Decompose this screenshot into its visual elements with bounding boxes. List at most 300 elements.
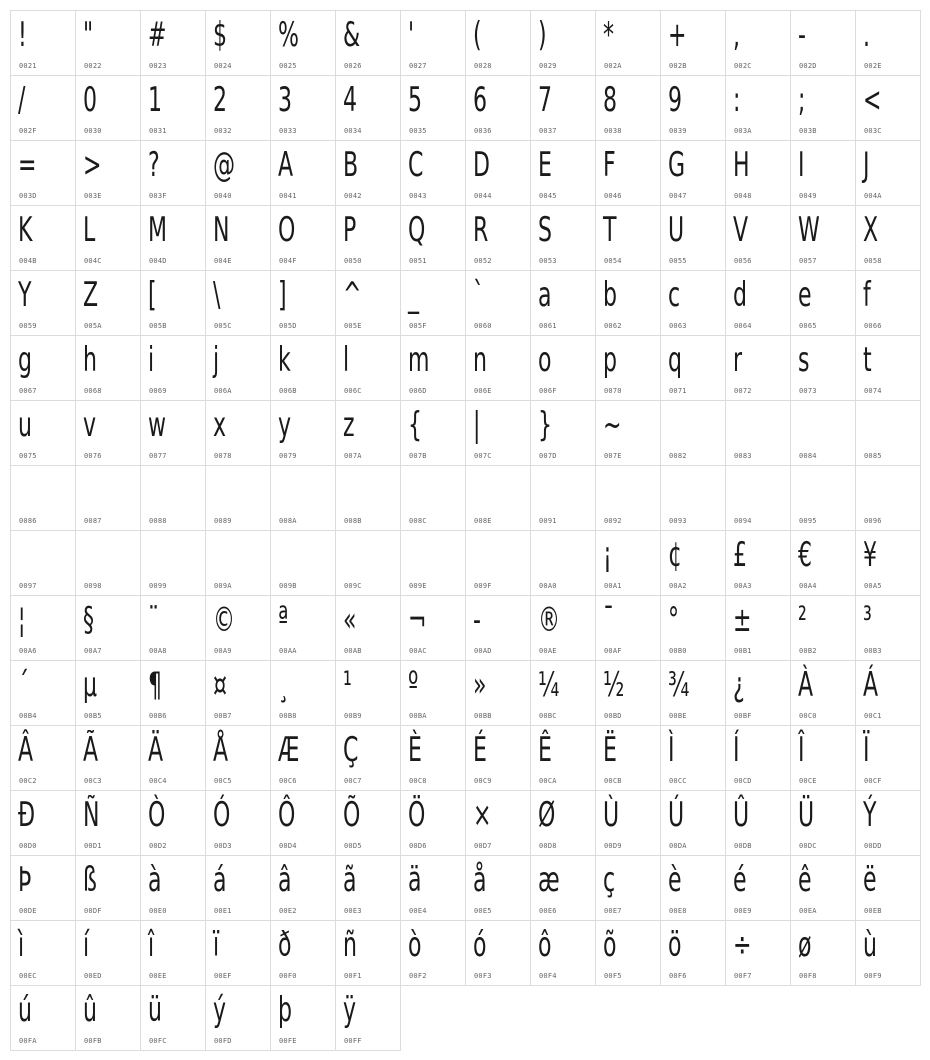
glyph-codepoint: 00C4 [149,777,167,785]
glyph-cell[interactable] [530,465,596,531]
glyph-codepoint: 0086 [19,517,37,525]
glyph-codepoint: 006D [409,387,427,395]
glyph-cell[interactable] [595,595,661,661]
glyph-sample: U [668,210,685,250]
glyph-cell[interactable] [465,335,531,401]
glyph-codepoint: 0045 [539,192,557,200]
glyph-cell[interactable] [10,855,76,921]
glyph-cell[interactable] [465,855,531,921]
glyph-cell[interactable] [10,270,76,336]
glyph-cell[interactable] [205,660,271,726]
glyph-cell[interactable] [270,920,336,986]
glyph-cell[interactable] [465,205,531,271]
glyph-cell[interactable] [790,75,856,141]
glyph-sample: . [863,15,870,55]
glyph-cell[interactable] [855,595,921,661]
glyph-cell[interactable] [790,335,856,401]
glyph-codepoint: 0055 [669,257,687,265]
glyph-cell[interactable] [855,920,921,986]
glyph-cell[interactable] [335,75,401,141]
glyph-cell[interactable] [140,75,206,141]
glyph-cell[interactable] [10,920,76,986]
glyph-cell[interactable] [595,920,661,986]
glyph-cell[interactable] [335,725,401,791]
glyph-cell[interactable] [335,660,401,726]
glyph-sample: ¯ [603,600,615,640]
glyph-cell[interactable] [855,855,921,921]
glyph-cell[interactable] [205,725,271,791]
glyph-sample: × [473,795,492,835]
glyph-cell[interactable] [595,270,661,336]
glyph-cell[interactable] [530,725,596,791]
glyph-cell[interactable] [270,595,336,661]
glyph-cell[interactable] [465,725,531,791]
glyph-codepoint: 00BF [734,712,752,720]
glyph-cell[interactable] [140,530,206,596]
glyph-cell[interactable] [140,595,206,661]
glyph-cell[interactable] [790,10,856,76]
glyph-cell[interactable] [270,140,336,206]
glyph-cell[interactable] [790,660,856,726]
glyph-cell[interactable] [335,400,401,466]
glyph-codepoint: 0059 [19,322,37,330]
glyph-cell[interactable] [205,75,271,141]
glyph-cell[interactable] [335,790,401,856]
glyph-cell[interactable] [400,75,466,141]
glyph-cell[interactable] [595,140,661,206]
glyph-cell[interactable] [725,10,791,76]
glyph-codepoint: 00E9 [734,907,752,915]
glyph-codepoint: 00D8 [539,842,557,850]
glyph-cell[interactable] [140,920,206,986]
glyph-cell[interactable] [140,270,206,336]
glyph-cell[interactable] [660,335,726,401]
glyph-cell[interactable] [205,10,271,76]
glyph-cell[interactable] [75,140,141,206]
glyph-cell[interactable] [595,790,661,856]
glyph-cell[interactable] [465,660,531,726]
glyph-sample: ? [148,145,160,185]
glyph-codepoint: 00E0 [149,907,167,915]
glyph-cell[interactable] [75,725,141,791]
glyph-cell[interactable] [270,400,336,466]
glyph-cell[interactable] [465,465,531,531]
glyph-cell[interactable] [725,465,791,531]
glyph-sample: ± [733,600,752,640]
glyph-cell[interactable] [660,530,726,596]
glyph-sample: & [343,15,361,55]
glyph-codepoint: 0062 [604,322,622,330]
glyph-codepoint: 00D6 [409,842,427,850]
glyph-cell[interactable] [725,595,791,661]
glyph-cell[interactable] [530,270,596,336]
glyph-sample: c [668,275,681,315]
glyph-cell[interactable] [855,400,921,466]
glyph-cell[interactable] [855,465,921,531]
glyph-cell[interactable] [400,790,466,856]
glyph-sample: Ò [148,795,166,835]
glyph-sample: î [148,925,155,965]
glyph-cell[interactable] [205,140,271,206]
glyph-cell[interactable] [335,205,401,271]
glyph-codepoint: 003C [864,127,882,135]
glyph-codepoint: 00DC [799,842,817,850]
glyph-cell[interactable] [855,660,921,726]
glyph-cell[interactable] [335,530,401,596]
glyph-cell[interactable] [530,855,596,921]
glyph-cell[interactable] [465,10,531,76]
glyph-cell[interactable] [270,660,336,726]
glyph-cell[interactable] [725,790,791,856]
glyph-codepoint: 00CD [734,777,752,785]
glyph-codepoint: 00C5 [214,777,232,785]
glyph-cell[interactable] [400,725,466,791]
glyph-sample: e [798,275,812,315]
glyph-cell[interactable] [855,530,921,596]
glyph-cell[interactable] [270,205,336,271]
glyph-codepoint: 0096 [864,517,882,525]
glyph-cell[interactable] [270,465,336,531]
glyph-codepoint: 002E [864,62,882,70]
glyph-codepoint: 0099 [149,582,167,590]
glyph-cell[interactable] [10,530,76,596]
glyph-sample: E [538,145,552,185]
glyph-codepoint: 00F0 [279,972,297,980]
glyph-cell[interactable] [595,400,661,466]
glyph-cell[interactable] [75,10,141,76]
glyph-cell[interactable] [205,400,271,466]
glyph-cell[interactable] [400,140,466,206]
glyph-cell[interactable] [660,75,726,141]
glyph-cell[interactable] [660,790,726,856]
glyph-cell[interactable] [725,530,791,596]
glyph-cell[interactable] [660,205,726,271]
glyph-cell[interactable] [400,205,466,271]
glyph-cell[interactable] [530,205,596,271]
glyph-cell[interactable] [75,790,141,856]
glyph-sample: k [278,340,291,380]
glyph-cell[interactable] [400,660,466,726]
glyph-cell[interactable] [790,725,856,791]
glyph-sample: ¼ [538,665,560,705]
glyph-codepoint: 0085 [864,452,882,460]
glyph-cell[interactable] [140,985,206,1051]
glyph-cell[interactable] [140,725,206,791]
glyph-cell[interactable] [530,920,596,986]
glyph-cell[interactable] [660,725,726,791]
glyph-cell[interactable] [400,335,466,401]
glyph-cell[interactable] [140,140,206,206]
glyph-cell[interactable] [400,920,466,986]
glyph-codepoint: 00C7 [344,777,362,785]
glyph-cell[interactable] [75,855,141,921]
glyph-cell[interactable] [530,790,596,856]
glyph-cell[interactable] [725,855,791,921]
glyph-cell[interactable] [660,595,726,661]
glyph-cell[interactable] [790,140,856,206]
glyph-cell[interactable] [205,985,271,1051]
glyph-cell[interactable] [10,790,76,856]
glyph-sample: £ [733,535,748,575]
glyph-cell[interactable] [465,790,531,856]
glyph-codepoint: 00CF [864,777,882,785]
glyph-sample: § [83,600,95,640]
glyph-cell[interactable] [595,10,661,76]
glyph-cell[interactable] [790,270,856,336]
glyph-cell[interactable] [725,270,791,336]
glyph-cell[interactable] [465,530,531,596]
glyph-cell[interactable] [790,595,856,661]
glyph-cell[interactable] [335,920,401,986]
glyph-cell[interactable] [660,660,726,726]
glyph-cell[interactable] [660,270,726,336]
glyph-cell[interactable] [725,660,791,726]
glyph-cell[interactable] [660,140,726,206]
glyph-cell[interactable] [205,205,271,271]
glyph-cell[interactable] [855,725,921,791]
glyph-cell[interactable] [10,205,76,271]
glyph-codepoint: 0027 [409,62,427,70]
glyph-cell[interactable] [75,270,141,336]
glyph-cell[interactable] [595,725,661,791]
glyph-cell[interactable] [140,10,206,76]
glyph-codepoint: 00C2 [19,777,37,785]
glyph-cell[interactable] [10,400,76,466]
glyph-sample: t [863,340,872,380]
glyph-sample: Ã [83,730,99,770]
glyph-sample: s [798,340,810,380]
glyph-cell[interactable] [140,205,206,271]
glyph-cell[interactable] [205,270,271,336]
glyph-cell[interactable] [140,335,206,401]
glyph-cell[interactable] [75,985,141,1051]
glyph-codepoint: 00B7 [214,712,232,720]
glyph-cell[interactable] [725,400,791,466]
glyph-cell[interactable] [725,335,791,401]
glyph-cell[interactable] [855,205,921,271]
glyph-cell[interactable] [465,400,531,466]
glyph-codepoint: 0054 [604,257,622,265]
glyph-codepoint: 00A8 [149,647,167,655]
glyph-cell[interactable] [270,530,336,596]
glyph-cell[interactable] [140,790,206,856]
glyph-cell[interactable] [205,595,271,661]
glyph-sample: « [343,600,357,640]
glyph-cell[interactable] [725,920,791,986]
glyph-cell[interactable] [790,205,856,271]
glyph-cell[interactable] [400,465,466,531]
glyph-cell[interactable] [855,75,921,141]
glyph-cell[interactable] [400,400,466,466]
glyph-cell[interactable] [270,985,336,1051]
glyph-codepoint: 0028 [474,62,492,70]
glyph-cell[interactable] [140,660,206,726]
glyph-sample: @ [213,145,236,185]
glyph-cell[interactable] [335,595,401,661]
glyph-cell[interactable] [75,400,141,466]
glyph-cell[interactable] [400,595,466,661]
glyph-codepoint: 00A6 [19,647,37,655]
glyph-cell[interactable] [10,75,76,141]
glyph-cell[interactable] [335,465,401,531]
glyph-cell[interactable] [75,595,141,661]
glyph-cell[interactable] [140,400,206,466]
glyph-codepoint: 009F [474,582,492,590]
glyph-cell[interactable] [205,920,271,986]
glyph-cell[interactable] [10,335,76,401]
glyph-cell[interactable] [270,335,336,401]
glyph-sample: A [278,145,294,185]
glyph-cell[interactable] [270,855,336,921]
glyph-cell[interactable] [530,660,596,726]
glyph-cell[interactable] [270,10,336,76]
glyph-sample: j [213,340,220,380]
glyph-cell[interactable] [595,660,661,726]
glyph-sample: ç [603,860,616,900]
glyph-cell[interactable] [205,790,271,856]
glyph-cell[interactable] [335,140,401,206]
glyph-cell[interactable] [205,465,271,531]
glyph-codepoint: 0070 [604,387,622,395]
glyph-codepoint: 00A0 [539,582,557,590]
glyph-cell[interactable] [140,855,206,921]
glyph-codepoint: 00AA [279,647,297,655]
glyph-cell[interactable] [530,10,596,76]
glyph-codepoint: 006F [539,387,557,395]
glyph-sample: Â [18,730,34,770]
glyph-cell[interactable] [530,595,596,661]
glyph-cell[interactable] [660,465,726,531]
glyph-sample: Ï [863,730,870,770]
glyph-cell[interactable] [270,790,336,856]
glyph-cell[interactable] [855,140,921,206]
glyph-cell[interactable] [10,595,76,661]
glyph-cell[interactable] [75,75,141,141]
glyph-cell[interactable] [10,140,76,206]
glyph-cell[interactable] [75,530,141,596]
glyph-cell[interactable] [400,270,466,336]
glyph-cell[interactable] [595,465,661,531]
glyph-codepoint: 0043 [409,192,427,200]
glyph-codepoint: 00A2 [669,582,687,590]
glyph-cell[interactable] [335,10,401,76]
glyph-cell[interactable] [75,465,141,531]
glyph-sample: y [278,405,292,445]
glyph-codepoint: 005B [149,322,167,330]
glyph-cell[interactable] [10,725,76,791]
glyph-cell[interactable] [790,920,856,986]
glyph-cell[interactable] [335,855,401,921]
glyph-cell[interactable] [530,335,596,401]
glyph-cell[interactable] [725,75,791,141]
glyph-cell[interactable] [270,75,336,141]
glyph-cell[interactable] [855,270,921,336]
glyph-sample: Q [408,210,426,250]
glyph-cell[interactable] [75,660,141,726]
glyph-sample: õ [603,925,617,965]
glyph-cell[interactable] [530,400,596,466]
glyph-cell[interactable] [855,10,921,76]
glyph-cell[interactable] [400,530,466,596]
glyph-codepoint: 0064 [734,322,752,330]
glyph-codepoint: 00FE [279,1037,297,1045]
glyph-cell[interactable] [75,205,141,271]
glyph-cell[interactable] [10,465,76,531]
glyph-cell[interactable] [465,140,531,206]
glyph-cell[interactable] [10,985,76,1051]
glyph-cell[interactable] [660,400,726,466]
glyph-cell[interactable] [790,465,856,531]
glyph-codepoint: 00D3 [214,842,232,850]
glyph-codepoint: 0047 [669,192,687,200]
glyph-cell[interactable] [595,205,661,271]
glyph-cell[interactable] [855,790,921,856]
glyph-cell[interactable] [10,660,76,726]
glyph-cell[interactable] [465,270,531,336]
glyph-sample: ý [213,990,227,1030]
glyph-cell[interactable] [595,75,661,141]
glyph-cell[interactable] [595,530,661,596]
glyph-sample: x [213,405,227,445]
glyph-cell[interactable] [205,855,271,921]
glyph-cell[interactable] [465,920,531,986]
glyph-cell[interactable] [725,140,791,206]
glyph-sample: f [863,275,871,315]
glyph-cell[interactable] [75,920,141,986]
glyph-sample: ¸ [278,665,290,705]
glyph-cell[interactable] [530,75,596,141]
glyph-codepoint: 00B4 [19,712,37,720]
glyph-cell[interactable] [725,725,791,791]
glyph-cell[interactable] [660,10,726,76]
glyph-cell[interactable] [140,465,206,531]
glyph-cell[interactable] [400,10,466,76]
glyph-sample: ó [473,925,487,965]
glyph-cell[interactable] [205,335,271,401]
glyph-cell[interactable] [855,335,921,401]
glyph-cell[interactable] [335,985,401,1051]
glyph-cell[interactable] [790,400,856,466]
glyph-cell[interactable] [660,920,726,986]
glyph-cell[interactable] [400,855,466,921]
glyph-sample: / [18,80,26,120]
glyph-cell[interactable] [465,595,531,661]
glyph-sample: _ [408,275,420,315]
glyph-cell[interactable] [270,725,336,791]
glyph-cell[interactable] [595,335,661,401]
glyph-codepoint: 0067 [19,387,37,395]
glyph-sample: Z [83,275,99,315]
glyph-cell[interactable] [335,270,401,336]
glyph-cell[interactable] [595,855,661,921]
glyph-cell[interactable] [790,790,856,856]
glyph-sample: ® [538,600,561,640]
glyph-cell[interactable] [270,270,336,336]
glyph-cell[interactable] [465,75,531,141]
glyph-cell[interactable] [530,140,596,206]
glyph-cell[interactable] [335,335,401,401]
glyph-cell[interactable] [10,10,76,76]
glyph-cell[interactable] [75,335,141,401]
glyph-codepoint: 0052 [474,257,492,265]
glyph-cell[interactable] [530,530,596,596]
glyph-codepoint: 00F7 [734,972,752,980]
glyph-cell[interactable] [725,205,791,271]
glyph-cell[interactable] [660,855,726,921]
glyph-cell[interactable] [205,530,271,596]
glyph-cell[interactable] [790,530,856,596]
glyph-cell[interactable] [790,855,856,921]
